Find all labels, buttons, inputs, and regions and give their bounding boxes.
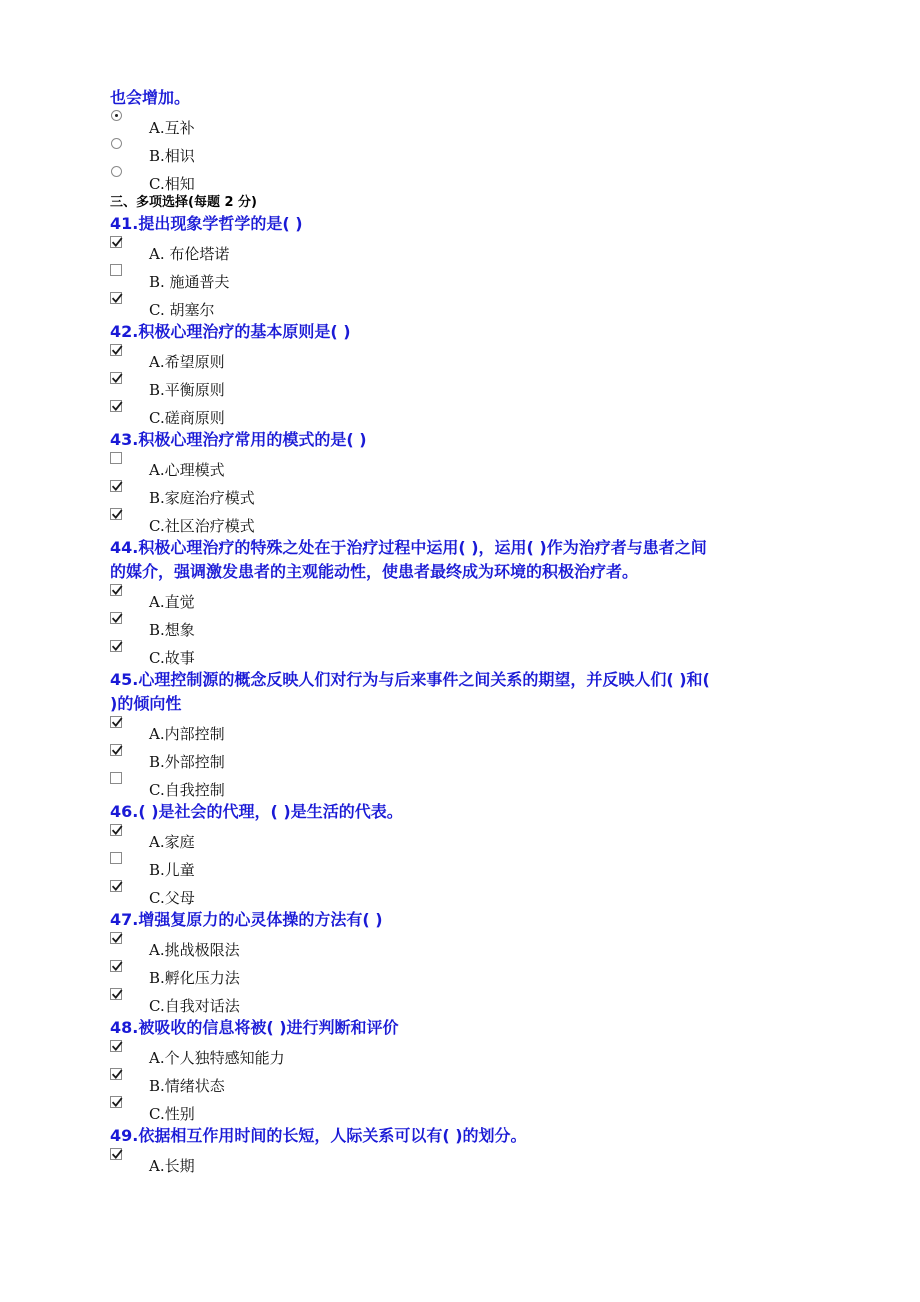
question-block <box>110 1124 900 1176</box>
question-title: 42.积极心理治疗的基本原则是( ) <box>110 322 351 341</box>
question-title: 41.提出现象学哲学的是( ) <box>110 214 303 233</box>
checkbox-option[interactable] <box>110 716 900 744</box>
checkbox-option[interactable] <box>110 400 900 428</box>
option-label: C.自我对话法 <box>149 997 240 1015</box>
checkbox-checked-icon[interactable] <box>110 880 122 892</box>
question-title: 46.( )是社会的代理，( )是生活的代表。 <box>110 802 403 821</box>
checkbox-unchecked-icon[interactable] <box>110 852 122 864</box>
checkbox-option[interactable] <box>110 880 900 908</box>
option-label: A.家庭 <box>149 833 195 851</box>
radio-unselected-icon[interactable] <box>111 166 122 177</box>
checkbox-option[interactable] <box>110 772 900 800</box>
radio-selected-icon[interactable] <box>111 110 122 121</box>
checkbox-checked-icon[interactable] <box>110 344 122 356</box>
option-label: A.长期 <box>149 1157 195 1175</box>
checkbox-option[interactable] <box>110 1068 900 1096</box>
radio-option[interactable] <box>110 138 900 166</box>
checkbox-option[interactable] <box>110 264 900 292</box>
checkbox-checked-icon[interactable] <box>110 960 122 972</box>
checkbox-checked-icon[interactable] <box>110 716 122 728</box>
checkbox-checked-icon[interactable] <box>110 824 122 836</box>
option-label: A.希望原则 <box>149 353 225 371</box>
radio-option[interactable] <box>110 166 900 194</box>
intro-options <box>110 110 900 194</box>
option-label: C.社区治疗模式 <box>149 517 255 535</box>
question-list <box>110 212 900 1176</box>
question-title: 44.积极心理治疗的特殊之处在于治疗过程中运用( )，运用( )作为治疗者与患者之间 <box>110 538 707 557</box>
checkbox-option[interactable] <box>110 480 900 508</box>
question-title: 43.积极心理治疗常用的模式的是( ) <box>110 430 367 449</box>
option-label: B.平衡原则 <box>149 381 225 399</box>
option-label: C.自我控制 <box>149 781 225 799</box>
checkbox-checked-icon[interactable] <box>110 236 122 248</box>
checkbox-checked-icon[interactable] <box>110 292 122 304</box>
question-block <box>110 668 900 800</box>
checkbox-checked-icon[interactable] <box>110 400 122 412</box>
radio-unselected-icon[interactable] <box>111 138 122 149</box>
question-title-continued: 的媒介，强调激发患者的主观能动性，使患者最终成为环境的积极治疗者。 <box>110 562 639 581</box>
checkbox-option[interactable] <box>110 824 900 852</box>
option-label: B.儿童 <box>149 861 195 879</box>
question-block <box>110 1016 900 1124</box>
checkbox-checked-icon[interactable] <box>110 932 122 944</box>
checkbox-checked-icon[interactable] <box>110 1068 122 1080</box>
checkbox-option[interactable] <box>110 932 900 960</box>
exam-page <box>110 86 900 1176</box>
checkbox-option[interactable] <box>110 508 900 536</box>
option-label: C.相知 <box>149 175 195 193</box>
option-label: C. 胡塞尔 <box>149 301 215 319</box>
checkbox-checked-icon[interactable] <box>110 744 122 756</box>
question-block <box>110 536 900 668</box>
option-label: C.磋商原则 <box>149 409 225 427</box>
option-label: B.外部控制 <box>149 753 225 771</box>
checkbox-checked-icon[interactable] <box>110 372 122 384</box>
checkbox-option[interactable] <box>110 988 900 1016</box>
question-block <box>110 428 900 536</box>
checkbox-option[interactable] <box>110 584 900 612</box>
checkbox-option[interactable] <box>110 1096 900 1124</box>
checkbox-checked-icon[interactable] <box>110 988 122 1000</box>
question-continuation: 也会增加。 <box>110 88 191 107</box>
checkbox-checked-icon[interactable] <box>110 1148 122 1160</box>
checkbox-option[interactable] <box>110 372 900 400</box>
checkbox-unchecked-icon[interactable] <box>110 264 122 276</box>
option-label: A.心理模式 <box>149 461 225 479</box>
checkbox-checked-icon[interactable] <box>110 1040 122 1052</box>
option-label: C.父母 <box>149 889 195 907</box>
option-label: B.孵化压力法 <box>149 969 240 987</box>
question-title-continued: )的倾向性 <box>110 694 182 713</box>
checkbox-option[interactable] <box>110 344 900 372</box>
option-label: B.想象 <box>149 621 195 639</box>
checkbox-option[interactable] <box>110 640 900 668</box>
checkbox-checked-icon[interactable] <box>110 584 122 596</box>
question-title: 47.增强复原力的心灵体操的方法有( ) <box>110 910 383 929</box>
question-block <box>110 212 900 320</box>
checkbox-option[interactable] <box>110 1040 900 1068</box>
checkbox-checked-icon[interactable] <box>110 612 122 624</box>
option-label: A.直觉 <box>149 593 195 611</box>
option-label: C.性别 <box>149 1105 195 1123</box>
radio-option[interactable] <box>110 110 900 138</box>
checkbox-unchecked-icon[interactable] <box>110 452 122 464</box>
option-label: A. 布伦塔诺 <box>149 245 230 263</box>
checkbox-option[interactable] <box>110 236 900 264</box>
option-label: B.家庭治疗模式 <box>149 489 255 507</box>
option-label: B.情绪状态 <box>149 1077 225 1095</box>
section-title: 三、多项选择(每题 2 分) <box>110 195 257 210</box>
checkbox-checked-icon[interactable] <box>110 480 122 492</box>
question-title: 49.依据相互作用时间的长短，人际关系可以有( )的划分。 <box>110 1126 527 1145</box>
question-title: 45.心理控制源的概念反映人们对行为与后来事件之间关系的期望，并反映人们( )和( <box>110 670 710 689</box>
option-label: A.个人独特感知能力 <box>149 1049 285 1067</box>
option-label: A.互补 <box>149 119 195 137</box>
question-block <box>110 320 900 428</box>
checkbox-option[interactable] <box>110 1148 900 1176</box>
option-label: A.内部控制 <box>149 725 225 743</box>
checkbox-option[interactable] <box>110 612 900 640</box>
checkbox-option[interactable] <box>110 744 900 772</box>
checkbox-checked-icon[interactable] <box>110 640 122 652</box>
checkbox-option[interactable] <box>110 852 900 880</box>
checkbox-checked-icon[interactable] <box>110 508 122 520</box>
checkbox-option[interactable] <box>110 452 900 480</box>
option-label: C.故事 <box>149 649 195 667</box>
checkbox-option[interactable] <box>110 960 900 988</box>
checkbox-option[interactable] <box>110 292 900 320</box>
checkbox-checked-icon[interactable] <box>110 1096 122 1108</box>
option-label: A.挑战极限法 <box>149 941 240 959</box>
checkbox-unchecked-icon[interactable] <box>110 772 122 784</box>
question-block <box>110 908 900 1016</box>
question-title: 48.被吸收的信息将被( )进行判断和评价 <box>110 1018 399 1037</box>
option-label: B.相识 <box>149 147 195 165</box>
option-label: B. 施通普夫 <box>149 273 230 291</box>
question-block <box>110 800 900 908</box>
